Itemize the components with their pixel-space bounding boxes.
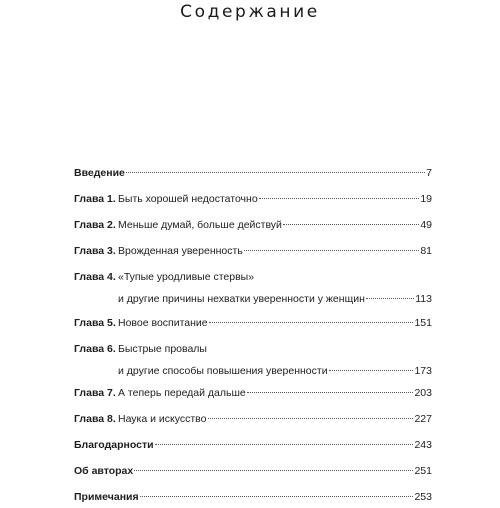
dot-leader bbox=[208, 418, 414, 419]
dot-leader bbox=[155, 444, 414, 445]
toc-entry-label: Благодарности bbox=[74, 439, 154, 451]
toc-entry-title: Врожденная уверенность bbox=[118, 245, 243, 257]
dot-leader bbox=[244, 250, 420, 251]
toc-entry-label: Глава 2. bbox=[74, 219, 116, 231]
toc-entry-about-authors[interactable] bbox=[74, 460, 432, 482]
toc-entry-chapter-7[interactable] bbox=[74, 382, 432, 404]
dot-leader bbox=[366, 298, 414, 299]
toc-entry-notes[interactable] bbox=[74, 486, 432, 508]
toc-entry-chapter-4[interactable] bbox=[74, 266, 432, 310]
toc-page-number: 253 bbox=[414, 491, 432, 503]
toc-entry-label: Глава 3. bbox=[74, 245, 116, 257]
toc-entry-label: Глава 7. bbox=[74, 387, 116, 399]
toc-entry-label: Глава 8. bbox=[74, 413, 116, 425]
toc-page-number: 243 bbox=[414, 439, 432, 451]
toc-entry-subtitle: и другие причины нехватки уверенности у женщин bbox=[118, 293, 365, 305]
toc-entry-title: Наука и искусство bbox=[118, 413, 207, 425]
toc-page-number: 151 bbox=[414, 317, 432, 329]
toc-entry-chapter-1[interactable] bbox=[74, 188, 432, 210]
toc-page-number: 49 bbox=[420, 219, 432, 231]
toc-entry-title: Быстрые провалы bbox=[118, 343, 207, 355]
toc-entry-label: Примечания bbox=[74, 491, 139, 503]
toc-entry-label: Глава 4. bbox=[74, 271, 116, 283]
dot-leader bbox=[259, 198, 420, 199]
toc-entry-label: Глава 1. bbox=[74, 193, 116, 205]
toc-entry-subtitle: и другие способы повышения уверенности bbox=[118, 365, 328, 377]
toc-entry-label: Глава 5. bbox=[74, 317, 116, 329]
page-title: Содержание bbox=[180, 2, 320, 22]
toc-entry-title: А теперь передай дальше bbox=[118, 387, 246, 399]
toc-entry-chapter-6[interactable] bbox=[74, 338, 432, 382]
dot-leader bbox=[283, 224, 419, 225]
dot-leader bbox=[134, 470, 413, 471]
dot-leader bbox=[209, 322, 414, 323]
toc-page-number: 173 bbox=[414, 365, 432, 377]
toc-entry-acknowledgements[interactable] bbox=[74, 434, 432, 456]
toc-page-number: 113 bbox=[415, 293, 432, 305]
toc-page-number: 203 bbox=[414, 387, 432, 399]
dot-leader bbox=[329, 370, 414, 371]
toc-entry-chapter-5[interactable] bbox=[74, 312, 432, 334]
toc-entry-chapter-8[interactable] bbox=[74, 408, 432, 430]
toc-page-number: 7 bbox=[426, 167, 432, 179]
toc-entry-chapter-3[interactable] bbox=[74, 240, 432, 262]
toc-entry-label: Введение bbox=[74, 167, 125, 179]
toc-entry-title: «Тупые уродливые стервы» bbox=[118, 271, 255, 283]
toc-entry-title: Меньше думай, больше действуй bbox=[118, 219, 282, 231]
toc-page-number: 81 bbox=[420, 245, 432, 257]
toc-entry-introduction[interactable] bbox=[74, 162, 432, 184]
toc-entry-title: Новое воспитание bbox=[118, 317, 208, 329]
dot-leader bbox=[247, 392, 414, 393]
toc-entry-title: Быть хорошей недостаточно bbox=[118, 193, 258, 205]
dot-leader bbox=[126, 172, 425, 173]
toc-entry-chapter-2[interactable] bbox=[74, 214, 432, 236]
toc-page-number: 19 bbox=[420, 193, 432, 205]
toc-entry-label: Глава 6. bbox=[74, 343, 116, 355]
toc-page-number: 251 bbox=[414, 465, 432, 477]
dot-leader bbox=[140, 496, 414, 497]
toc-page-number: 227 bbox=[414, 413, 432, 425]
toc-entry-label: Об авторах bbox=[74, 465, 134, 477]
